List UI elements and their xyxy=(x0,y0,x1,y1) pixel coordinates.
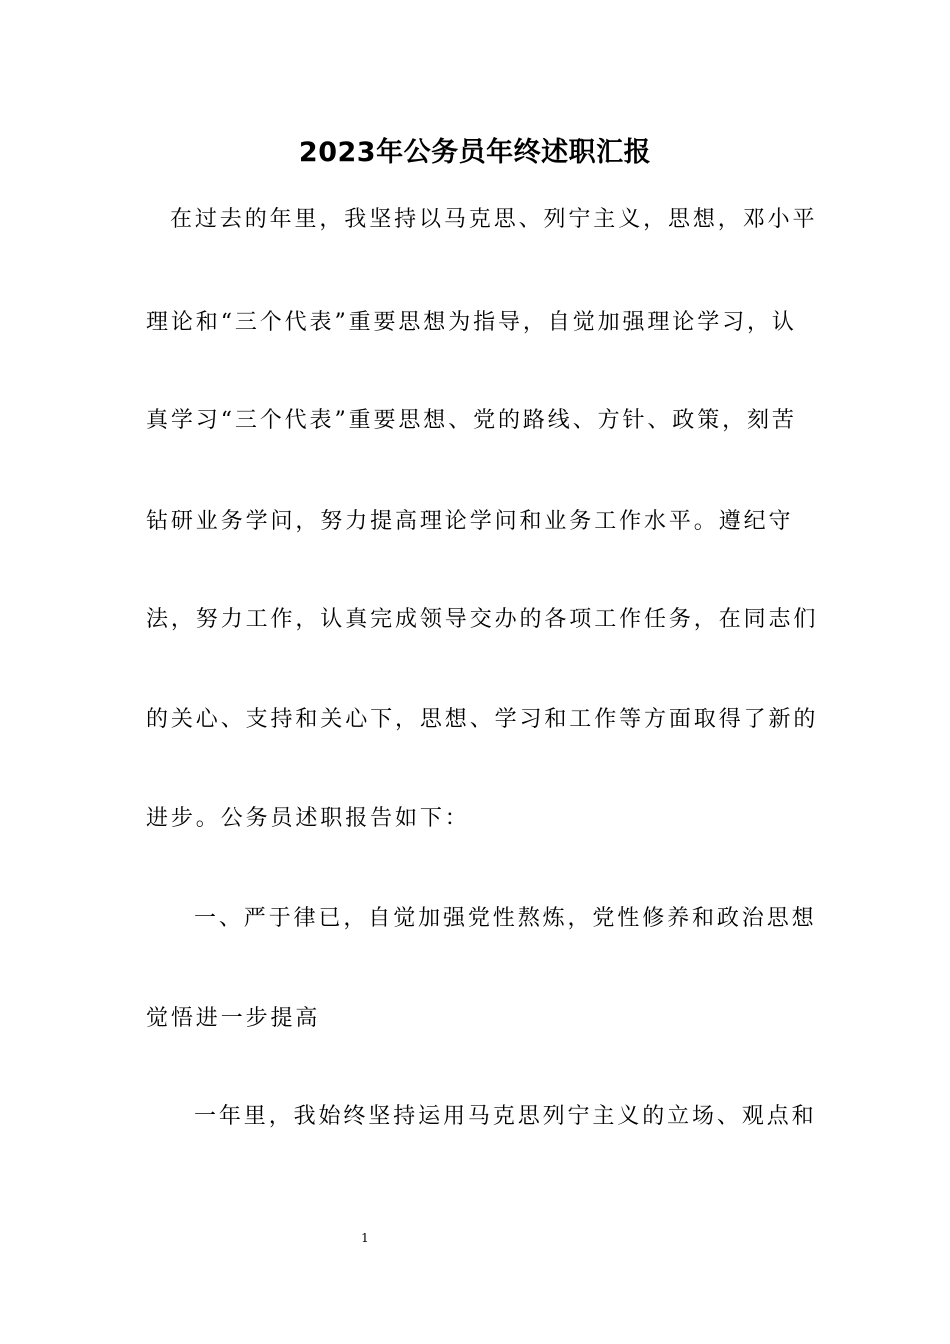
page-number: 1 xyxy=(361,1231,369,1245)
paragraph-line-4: 钻研业务学问，努力提高理论学问和业务工作水平。遵纪守 xyxy=(146,509,794,534)
paragraph-line-5: 法，努力工作，认真完成领导交办的各项工作任务，在同志们 xyxy=(146,607,819,632)
section-heading-line-2: 觉悟进一步提高 xyxy=(146,1006,321,1031)
document-title: 2023年公务员年终述职汇报 xyxy=(298,137,652,168)
paragraph-line-1: 在过去的年里，我坚持以马克思、列宁主义，思想，邓小平 xyxy=(170,207,818,232)
paragraph-line-6: 的关心、支持和关心下，思想、学习和工作等方面取得了新的 xyxy=(146,707,819,732)
paragraph-line-7: 进步。公务员述职报告如下： xyxy=(146,806,470,831)
paragraph-line-3: 真学习“三个代表”重要思想、党的路线、方针、政策，刻苦 xyxy=(146,408,797,433)
paragraph-line-2: 理论和“三个代表”重要思想为指导，自觉加强理论学习，认 xyxy=(146,310,797,335)
section-heading-line-1: 一、严于律已，自觉加强党性熬炼，党性修养和政治思想 xyxy=(194,906,817,931)
paragraph-line-8: 一年里，我始终坚持运用马克思列宁主义的立场、观点和 xyxy=(194,1104,817,1129)
